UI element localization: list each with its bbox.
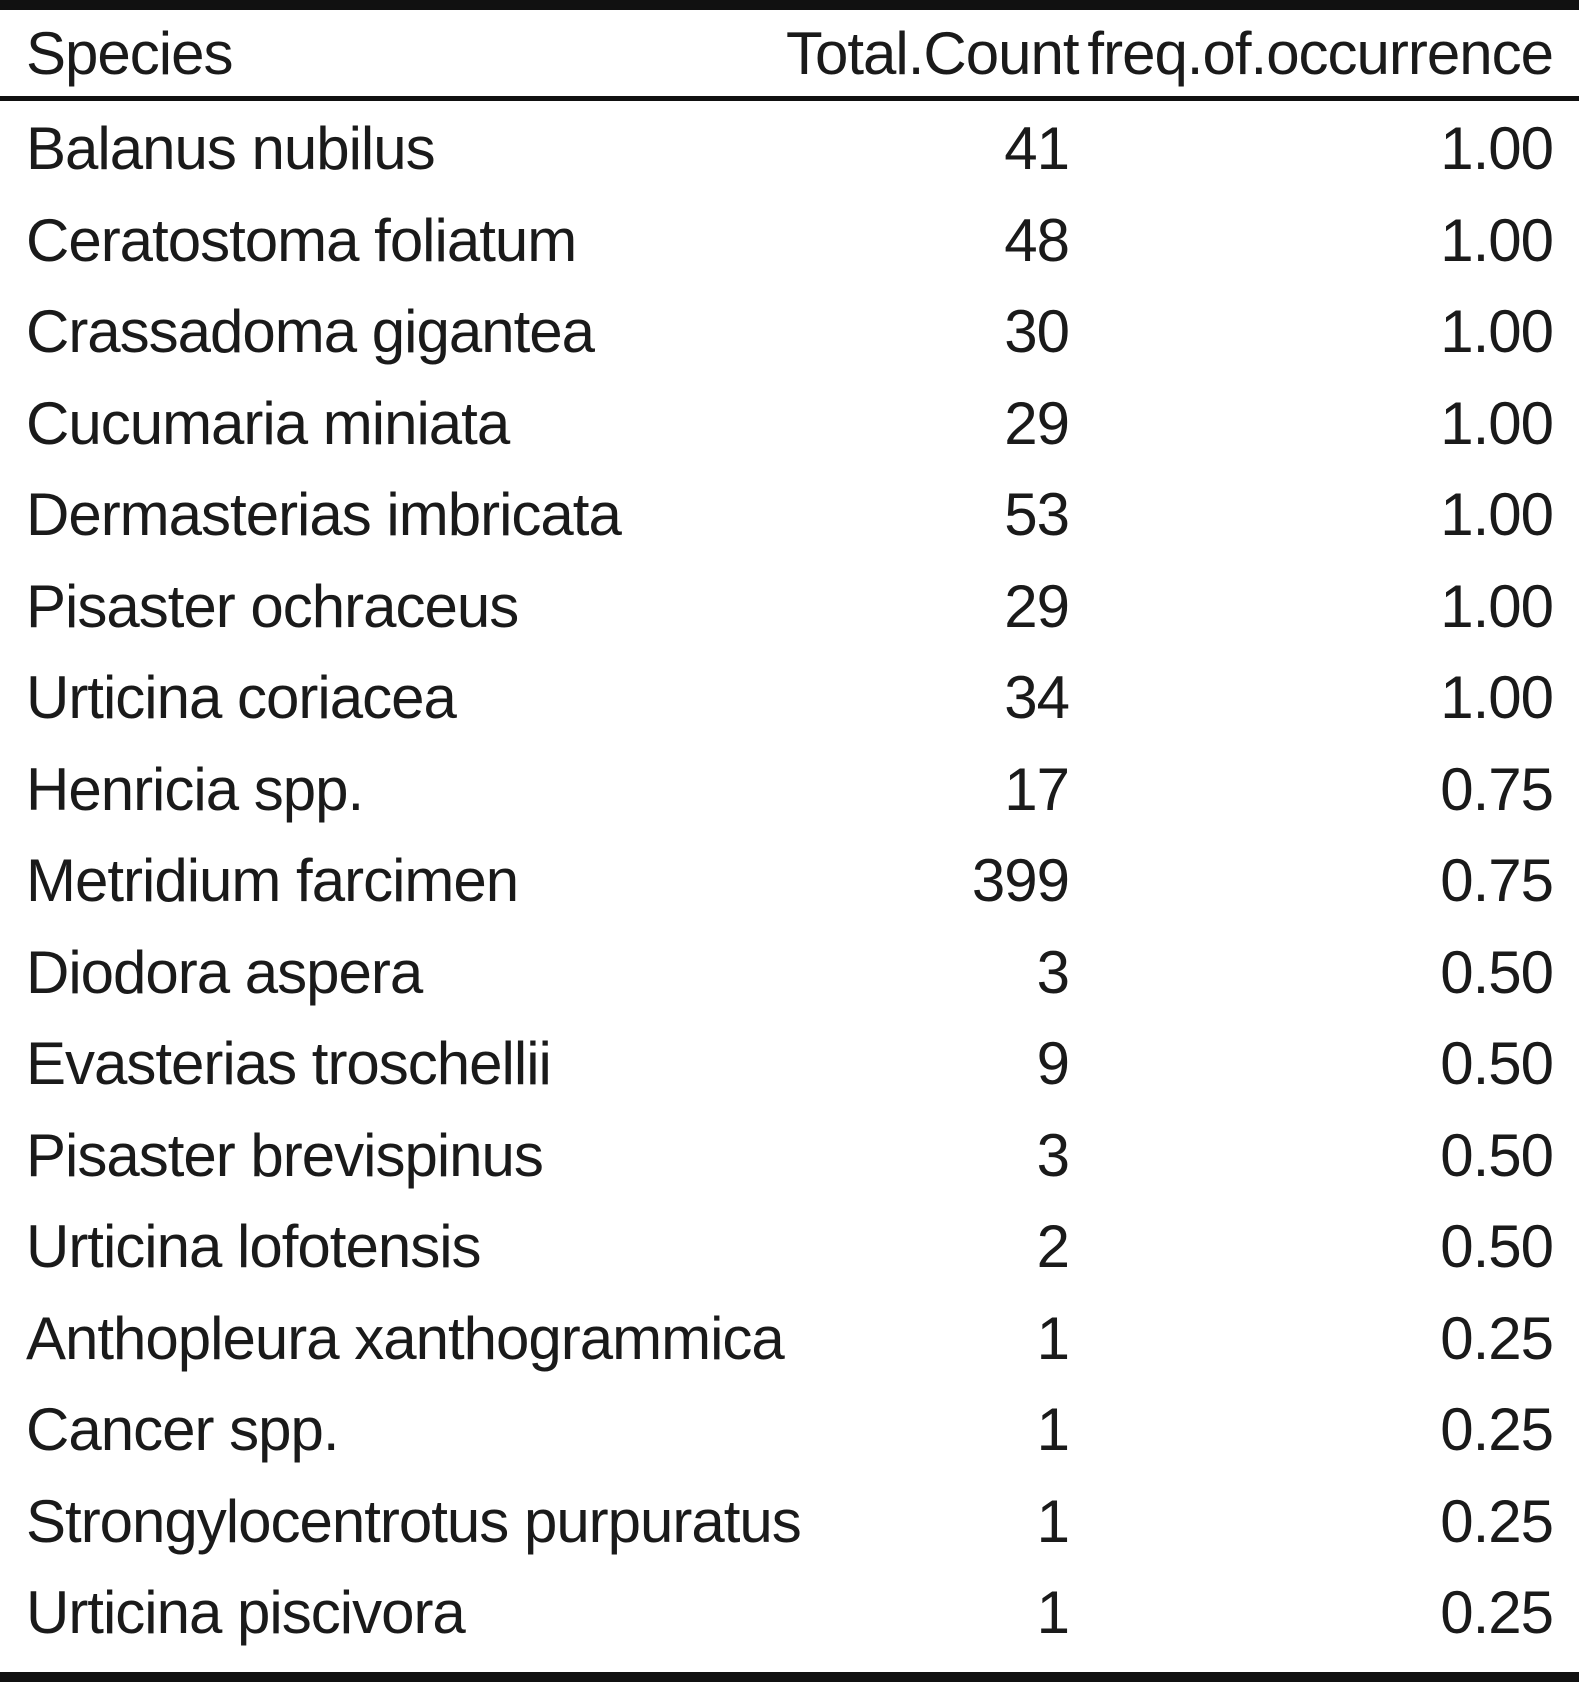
cell-total-count: 48 [1004,206,1069,274]
table-header [0,10,1579,99]
cell-total-count: 399 [971,847,1069,915]
table-row [0,927,1579,1019]
cell-species: Pisaster brevispinus [26,1121,543,1189]
cell-freq-of-occurrence: 0.25 [1440,1396,1553,1464]
cell-species: Henricia spp. [26,755,364,823]
cell-species: Metridium farcimen [26,847,519,915]
cell-species: Dermasterias imbricata [26,481,621,549]
cell-total-count: 17 [1004,755,1069,823]
cell-total-count: 1 [1036,1487,1069,1555]
cell-freq-of-occurrence: 0.75 [1440,847,1553,915]
cell-total-count: 29 [1004,572,1069,640]
table-row [0,99,1579,195]
cell-total-count: 1 [1036,1396,1069,1464]
cell-species: Cancer spp. [26,1396,339,1464]
cell-total-count: 30 [1004,298,1069,366]
cell-freq-of-occurrence: 1.00 [1440,481,1553,549]
cell-freq-of-occurrence: 1.00 [1440,664,1553,732]
table-row [0,469,1579,561]
species-table [0,10,1579,1659]
cell-freq-of-occurrence: 0.25 [1440,1304,1553,1372]
cell-species: Balanus nubilus [26,115,435,183]
cell-freq-of-occurrence: 0.50 [1440,1030,1553,1098]
cell-total-count: 9 [1036,1030,1069,1098]
cell-species: Evasterias troschellii [26,1030,551,1098]
cell-freq-of-occurrence: 0.50 [1440,1213,1553,1281]
cell-species: Anthopleura xanthogrammica [26,1304,784,1372]
cell-total-count: 3 [1036,938,1069,1006]
table-row [0,652,1579,744]
cell-species: Urticina piscivora [26,1579,465,1647]
cell-total-count: 1 [1036,1579,1069,1647]
table-row [0,1384,1579,1476]
column-header-total-count: Total.Count [786,10,1069,99]
table-row [0,1201,1579,1293]
table-row [0,835,1579,927]
cell-freq-of-occurrence: 1.00 [1440,115,1553,183]
table-row [0,1018,1579,1110]
cell-total-count: 34 [1004,664,1069,732]
cell-species: Diodora aspera [26,938,423,1006]
column-header-species: Species [0,10,786,99]
cell-total-count: 3 [1036,1121,1069,1189]
cell-species: Pisaster ochraceus [26,572,519,640]
cell-species: Strongylocentrotus purpuratus [26,1487,801,1555]
table-row [0,1293,1579,1385]
cell-total-count: 1 [1036,1304,1069,1372]
cell-total-count: 41 [1004,115,1069,183]
cell-freq-of-occurrence: 1.00 [1440,572,1553,640]
cell-species: Urticina lofotensis [26,1213,481,1281]
table-row [0,286,1579,378]
cell-total-count: 53 [1004,481,1069,549]
cell-species: Ceratostoma foliatum [26,206,577,274]
cell-total-count: 2 [1036,1213,1069,1281]
cell-freq-of-occurrence: 1.00 [1440,389,1553,457]
cell-freq-of-occurrence: 0.25 [1440,1487,1553,1555]
column-header-freq-of-occurrence: freq.of.occurrence [1069,10,1579,99]
table-row [0,1110,1579,1202]
cell-freq-of-occurrence: 1.00 [1440,298,1553,366]
cell-species: Urticina coriacea [26,664,456,732]
cell-freq-of-occurrence: 0.75 [1440,755,1553,823]
header-row [0,10,1579,99]
cell-freq-of-occurrence: 0.50 [1440,938,1553,1006]
cell-species: Cucumaria miniata [26,389,510,457]
table-row [0,561,1579,653]
cell-freq-of-occurrence: 1.00 [1440,206,1553,274]
cell-freq-of-occurrence: 0.50 [1440,1121,1553,1189]
cell-freq-of-occurrence: 0.25 [1440,1579,1553,1647]
cell-species: Crassadoma gigantea [26,298,595,366]
table-row [0,195,1579,287]
table-row [0,744,1579,836]
cell-total-count: 29 [1004,389,1069,457]
table-row [0,1567,1579,1659]
table-body [0,99,1579,1659]
table-row [0,1476,1579,1568]
table-row [0,378,1579,470]
